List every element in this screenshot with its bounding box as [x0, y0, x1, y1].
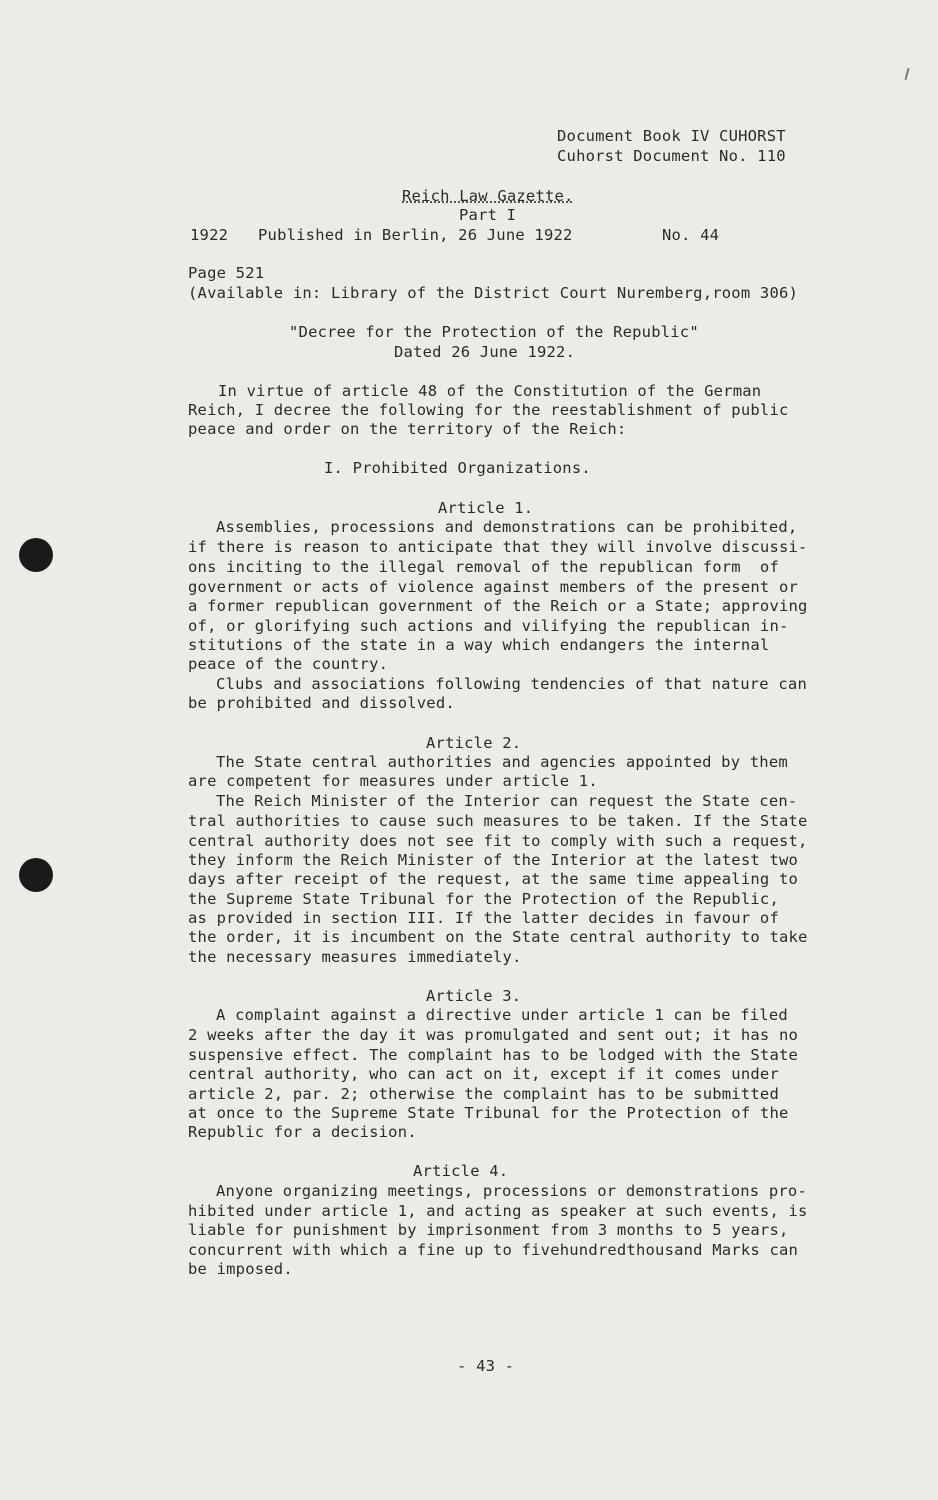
article-line: Anyone organizing meetings, processions or demonstrations pro- — [216, 1182, 807, 1200]
article-line: of, or glorifying such actions and vilifying the republican in- — [188, 617, 789, 635]
punch-hole — [19, 538, 53, 572]
source-page: Page 521 — [188, 264, 265, 282]
article-line: liable for punishment by imprisonment from 3 months to 5 years, — [188, 1221, 789, 1239]
article-line: stitutions of the state in a way which endangers the internal — [188, 636, 770, 654]
gazette-year: 1922 — [190, 226, 229, 244]
article-line: Republic for a decision. — [188, 1123, 417, 1141]
article-line: the order, it is incumbent on the State central authority to take — [188, 928, 808, 946]
decree-title: "Decree for the Protection of the Republic" — [289, 323, 699, 341]
article-line: as provided in section III. If the latter decides in favour of — [188, 909, 779, 927]
gazette-title: Reich Law Gazette. — [402, 187, 574, 205]
article-line: central authority does not see fit to comply with such a request, — [188, 832, 808, 850]
article-line: A complaint against a directive under article 1 can be filed — [216, 1006, 788, 1024]
article-line: the Supreme State Tribunal for the Protection of the Republic, — [188, 890, 779, 908]
punch-hole — [19, 858, 53, 892]
article-line: central authority, who can act on it, except if it comes under — [188, 1065, 779, 1083]
document-number: Cuhorst Document No. 110 — [557, 147, 786, 165]
preamble-line: Reich, I decree the following for the reestablishment of public — [188, 401, 789, 419]
article-line: Clubs and associations following tendencies of that nature can — [216, 675, 807, 693]
gazette-part: Part I — [459, 206, 517, 224]
article-line: Assemblies, processions and demonstrations can be prohibited, — [216, 518, 798, 536]
preamble-line: In virtue of article 48 of the Constitution of the German — [218, 382, 762, 400]
section-heading: I. Prohibited Organizations. — [324, 459, 591, 477]
article-line: suspensive effect. The complaint has to be lodged with the State — [188, 1046, 799, 1064]
article-line: article 2, par. 2; otherwise the complaint has to be submitted — [188, 1085, 779, 1103]
article-line: hibited under article 1, and acting as speaker at such events, is — [188, 1202, 808, 1220]
decree-date: Dated 26 June 1922. — [394, 343, 576, 361]
article-line: peace of the country. — [188, 655, 389, 673]
gazette-number: No. 44 — [662, 226, 720, 244]
article-line: government or acts of violence against members of the present or — [188, 578, 799, 596]
article-line: they inform the Reich Minister of the Interior at the latest two — [188, 851, 799, 869]
source-availability: (Available in: Library of the District Court Nuremberg,room 306) — [188, 284, 799, 302]
article-line: The State central authorities and agencies appointed by them — [216, 753, 788, 771]
gazette-published: Published in Berlin, 26 June 1922 — [258, 226, 573, 244]
article-line: 2 weeks after the day it was promulgated and sent out; it has no — [188, 1026, 799, 1044]
article-line: a former republican government of the Reich or a State; approving — [188, 597, 808, 615]
article-line: are competent for measures under article 1. — [188, 772, 598, 790]
article-heading: Article 2. — [426, 734, 522, 752]
article-line: tral authorities to cause such measures to be taken. If the State — [188, 812, 808, 830]
document-book-label: Document Book IV CUHORST — [557, 127, 786, 145]
preamble-line: peace and order on the territory of the Reich: — [188, 420, 627, 438]
article-line: ons inciting to the illegal removal of the republican form of — [188, 558, 779, 576]
article-line: The Reich Minister of the Interior can request the State cen- — [216, 792, 798, 810]
stray-mark — [904, 68, 909, 80]
article-heading: Article 4. — [413, 1162, 509, 1180]
page-number: - 43 - — [457, 1357, 515, 1375]
article-line: at once to the Supreme State Tribunal for the Protection of the — [188, 1104, 789, 1122]
article-heading: Article 3. — [426, 987, 522, 1005]
article-heading: Article 1. — [438, 499, 534, 517]
article-line: concurrent with which a fine up to fivehundredthousand Marks can — [188, 1241, 799, 1259]
article-line: days after receipt of the request, at the same time appealing to — [188, 870, 799, 888]
article-line: the necessary measures immediately. — [188, 948, 522, 966]
article-line: if there is reason to anticipate that they will involve discussi- — [188, 538, 808, 556]
article-line: be prohibited and dissolved. — [188, 694, 455, 712]
article-line: be imposed. — [188, 1260, 293, 1278]
